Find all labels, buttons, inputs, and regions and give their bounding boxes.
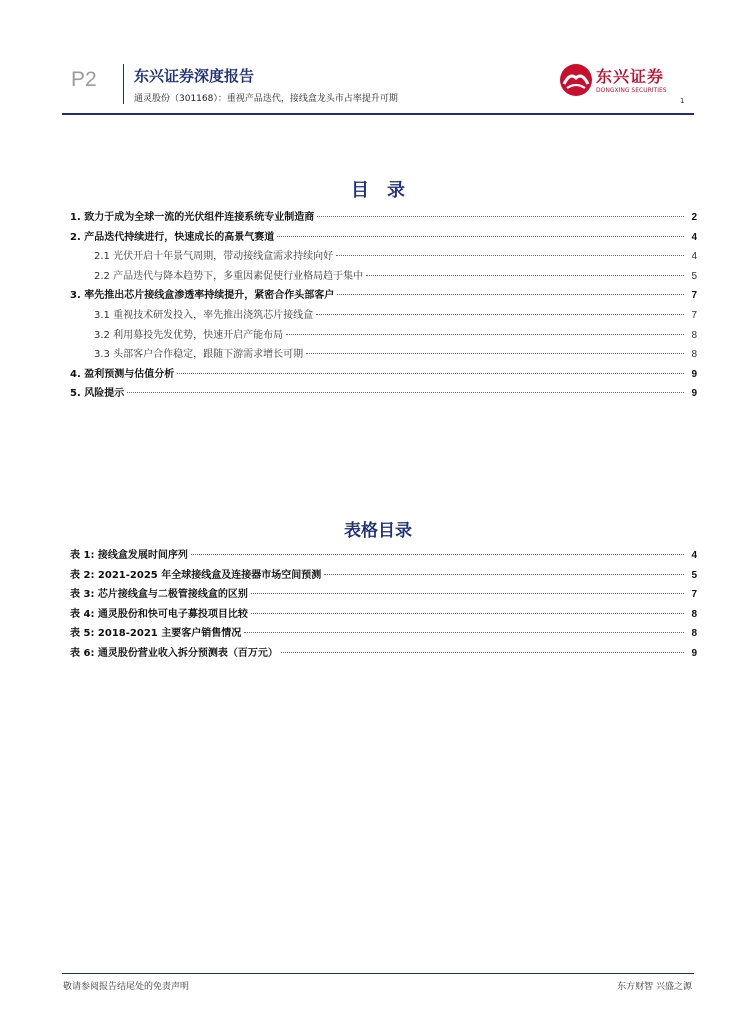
toc-leader-dots	[316, 314, 684, 315]
toc-entry-page: 9	[691, 647, 697, 659]
toc-entry[interactable]	[70, 624, 697, 644]
toc-entry[interactable]	[70, 228, 697, 248]
footer-disclaimer[interactable]: 敬请参阅报告结尾处的免责声明	[63, 982, 190, 992]
toc-leader-dots	[336, 255, 684, 256]
toc-entry-label: 表 6: 通灵股份营业收入拆分预测表（百万元）	[70, 647, 278, 659]
toc-entry[interactable]	[70, 345, 697, 365]
tables-toc-list	[70, 546, 697, 664]
toc-entry-label: 3. 率先推出芯片接线盒渗透率持续提升，紧密合作头部客户	[70, 290, 335, 302]
logo-name: 东兴证券	[596, 67, 665, 86]
toc-entry[interactable]	[70, 306, 697, 326]
toc-entry-page: 9	[691, 368, 697, 380]
toc-entry-label: 2.1 光伏开启十年景气周期，带动接线盒需求持续向好	[94, 251, 334, 263]
toc-leader-dots	[251, 613, 684, 614]
company-logo	[558, 60, 688, 104]
toc-entry-label: 表 4: 通灵股份和快可电子募投项目比较	[70, 608, 248, 620]
toc-entry[interactable]	[70, 546, 697, 566]
page-number: P2	[71, 68, 97, 91]
toc-entry-page: 7	[691, 589, 697, 601]
toc-entry-page: 8	[691, 349, 697, 361]
page-header	[62, 60, 694, 116]
toc-entry-page: 5	[691, 270, 697, 282]
toc-entry-label: 表 3: 芯片接线盒与二极管接线盒的区别	[70, 589, 248, 601]
toc-leader-dots	[317, 216, 684, 217]
toc-entry[interactable]	[70, 566, 697, 586]
toc-entry-label: 表 2: 2021-2025 年全球接线盒及连接器市场空间预测	[70, 569, 322, 581]
toc-entry[interactable]	[70, 286, 697, 306]
toc-leader-dots	[286, 334, 684, 335]
report-subtitle: 通灵股份（301168）：重视产品迭代，接线盒龙头市占率提升可期	[134, 94, 398, 104]
toc-leader-dots	[127, 392, 684, 393]
toc-entry-label: 4. 盈利预测与估值分析	[70, 368, 175, 380]
toc-entry-page: 5	[691, 569, 697, 581]
toc-entry-label: 2. 产品迭代持续进行，快速成长的高景气赛道	[70, 231, 275, 243]
logo-emblem-icon	[558, 62, 594, 98]
toc-entry-page: 8	[691, 329, 697, 341]
toc-entry[interactable]	[70, 384, 697, 404]
report-title: 东兴证券深度报告	[134, 67, 255, 85]
toc-entry-page: 9	[691, 388, 697, 400]
toc-leader-dots	[244, 632, 684, 633]
toc-leader-dots	[306, 353, 684, 354]
toc-entry-label: 5. 风险提示	[70, 388, 125, 400]
toc-entry-label: 表 1: 接线盒发展时间序列	[70, 550, 188, 561]
toc-entry[interactable]	[70, 644, 697, 664]
toc-entry[interactable]	[70, 267, 697, 287]
toc-entry-label: 3.1 重视技术研发投入，率先推出浇筑芯片接线盒	[94, 309, 314, 321]
toc-entry[interactable]	[70, 585, 697, 605]
toc-title: 目 录	[351, 180, 405, 201]
toc-leader-dots	[191, 554, 684, 555]
toc-entry-page: 4	[691, 251, 697, 263]
logo-english: DONGXING SECURITIES	[596, 87, 667, 94]
toc-leader-dots	[324, 574, 684, 575]
header-rule	[62, 113, 694, 115]
header-divider	[123, 64, 124, 104]
toc-leader-dots	[251, 593, 684, 594]
toc-leader-dots	[366, 275, 684, 276]
header-mark: 1	[680, 97, 685, 105]
toc-leader-dots	[277, 236, 684, 237]
toc-leader-dots	[281, 652, 684, 653]
toc-entry-page: 4	[691, 550, 697, 561]
toc-entry-page: 7	[691, 309, 697, 321]
footer-slogan: 东方财智 兴盛之源	[617, 982, 692, 992]
toc-entry-label: 1. 致力于成为全球一流的光伏组件连接系统专业制造商	[70, 212, 315, 223]
toc-entry-page: 4	[691, 231, 697, 243]
toc-entry[interactable]	[70, 605, 697, 625]
toc-entry[interactable]	[70, 326, 697, 346]
toc-entry-label: 3.3 头部客户合作稳定，跟随下游需求增长可期	[94, 349, 304, 361]
toc-entry-page: 2	[691, 212, 697, 223]
toc-entry-label: 表 5: 2018-2021 主要客户销售情况	[70, 628, 242, 640]
toc-entry[interactable]	[70, 208, 697, 228]
toc-leader-dots	[337, 294, 684, 295]
footer-rule	[62, 973, 694, 974]
toc-entry[interactable]	[70, 247, 697, 267]
toc-entry-label: 3.2 利用募投先发优势，快速开启产能布局	[94, 329, 284, 341]
toc-entry-page: 8	[691, 628, 697, 640]
toc-entry-label: 2.2 产品迭代与降本趋势下，多重因素促使行业格局趋于集中	[94, 270, 364, 282]
toc-list	[70, 208, 697, 404]
tables-toc-title: 表格目录	[344, 521, 412, 541]
toc-leader-dots	[177, 373, 684, 374]
toc-entry[interactable]	[70, 365, 697, 385]
toc-entry-page: 7	[691, 290, 697, 302]
toc-entry-page: 8	[691, 608, 697, 620]
